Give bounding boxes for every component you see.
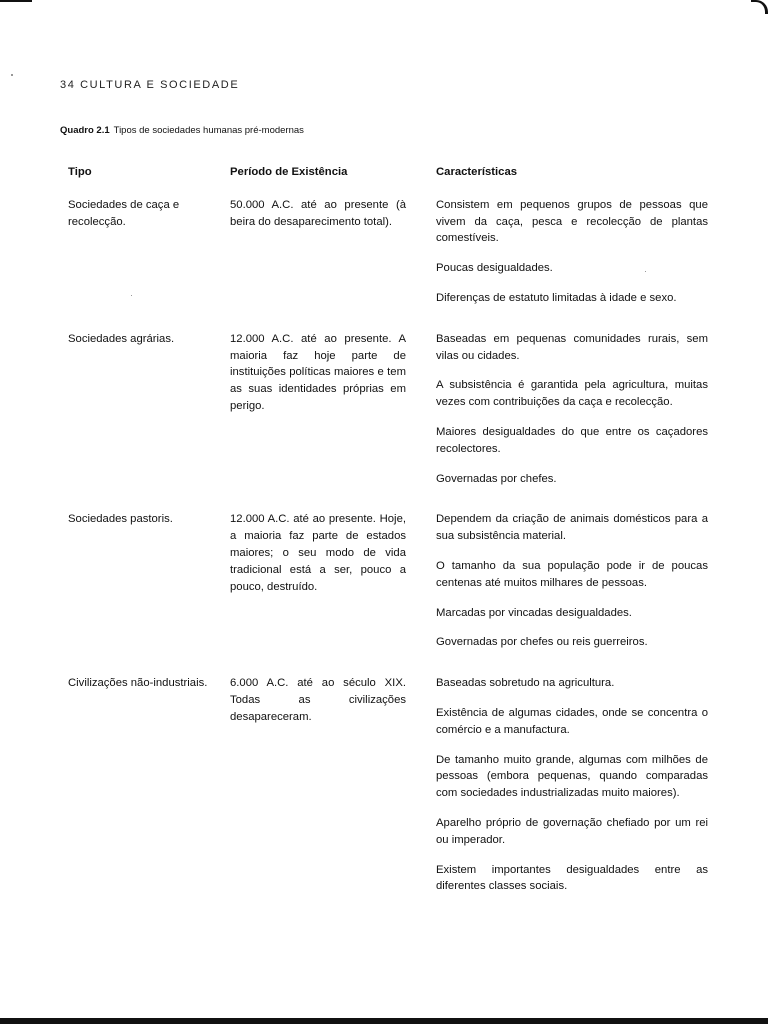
characteristic-item: Governadas por chefes ou reis guerreiros. xyxy=(436,636,648,649)
cell-caracteristicas xyxy=(436,511,708,664)
caption-label: Quadro 2.1 xyxy=(60,125,110,136)
cell-caracteristicas xyxy=(436,197,708,320)
cell-tipo: Sociedades de caça e recolecção. xyxy=(68,198,180,228)
table-caption xyxy=(60,125,304,136)
cell-tipo: Sociedades agrárias. xyxy=(68,332,175,345)
scan-edge-left xyxy=(0,0,32,2)
characteristic-item: Baseadas em pequenas comunidades rurais, sem vilas ou cidades. xyxy=(436,332,708,362)
scan-bottom-edge xyxy=(0,1018,768,1024)
characteristic-item: Aparelho próprio de governação chefiado por um rei ou imperador. xyxy=(436,816,708,846)
header-tipo: Tipo xyxy=(68,166,92,178)
characteristic-item: Existência de algumas cidades, onde se concentra o comércio e a manufactura. xyxy=(436,706,708,736)
characteristic-item: De tamanho muito grande, algumas com milhões de pessoas (embora pequenas, quando comparadas com sociedades industrializadas muito maiores). xyxy=(436,753,708,800)
scan-edge-right xyxy=(751,0,768,14)
table-header xyxy=(68,164,713,181)
table-row xyxy=(68,511,713,664)
cell-periodo: 50.000 A.C. até ao presente (à beira do desaparecimento total). xyxy=(230,198,406,228)
caption-text: Tipos de sociedades humanas pré-modernas xyxy=(113,125,304,136)
societies-table xyxy=(68,164,713,919)
characteristic-item: A subsistência é garantida pela agricultura, muitas vezes com contribuições da caça e recolecção. xyxy=(436,379,708,409)
cell-caracteristicas xyxy=(436,675,708,908)
characteristic-item: Poucas desigualdades. xyxy=(436,262,553,275)
characteristic-item: Existem importantes desigualdades entre as diferentes classes sociais. xyxy=(436,863,708,893)
cell-periodo: 6.000 A.C. até ao século XIX. Todas as civilizações desapareceram. xyxy=(230,677,406,723)
characteristic-item: Diferenças de estatuto limitadas à idade e sexo. xyxy=(436,291,677,304)
scan-speck xyxy=(11,74,13,76)
characteristic-item: Marcadas por vincadas desigualdades. xyxy=(436,606,632,619)
characteristic-item: Governadas por chefes. xyxy=(436,472,557,485)
characteristic-item: Maiores desigualdades do que entre os caçadores recolectores. xyxy=(436,425,708,455)
table-row xyxy=(68,331,713,501)
cell-periodo: 12.000 A.C. até ao presente. A maioria faz hoje parte de instituições políticas maiores e tem as suas identidades próprias em perigo. xyxy=(230,332,406,412)
characteristic-item: Dependem da criação de animais domésticos para a sua subsistência material. xyxy=(436,513,708,543)
scan-top-edge xyxy=(0,0,768,3)
characteristic-item: O tamanho da sua população pode ir de poucas centenas até muitos milhares de pessoas. xyxy=(436,559,708,589)
cell-tipo: Sociedades pastoris. xyxy=(68,513,173,526)
header-periodo: Período de Existência xyxy=(230,166,348,178)
cell-periodo: 12.000 A.C. até ao presente. Hoje, a maioria faz parte de estados maiores; o seu modo de vida tradicional está a ser, pouco a pouco, destruído. xyxy=(230,513,406,593)
header-caracteristicas: Características xyxy=(436,166,518,178)
table-row xyxy=(68,675,713,908)
running-head: 34 CULTURA E SOCIEDADE xyxy=(60,79,240,91)
characteristic-item: Baseadas sobretudo na agricultura. xyxy=(436,677,615,690)
cell-caracteristicas xyxy=(436,331,708,501)
cell-tipo: Civilizações não-industriais. xyxy=(68,677,208,690)
table-row xyxy=(68,197,713,320)
characteristic-item: Consistem em pequenos grupos de pessoas que vivem da caça, pesca e recolecção de plantas comestíveis. xyxy=(436,198,708,245)
